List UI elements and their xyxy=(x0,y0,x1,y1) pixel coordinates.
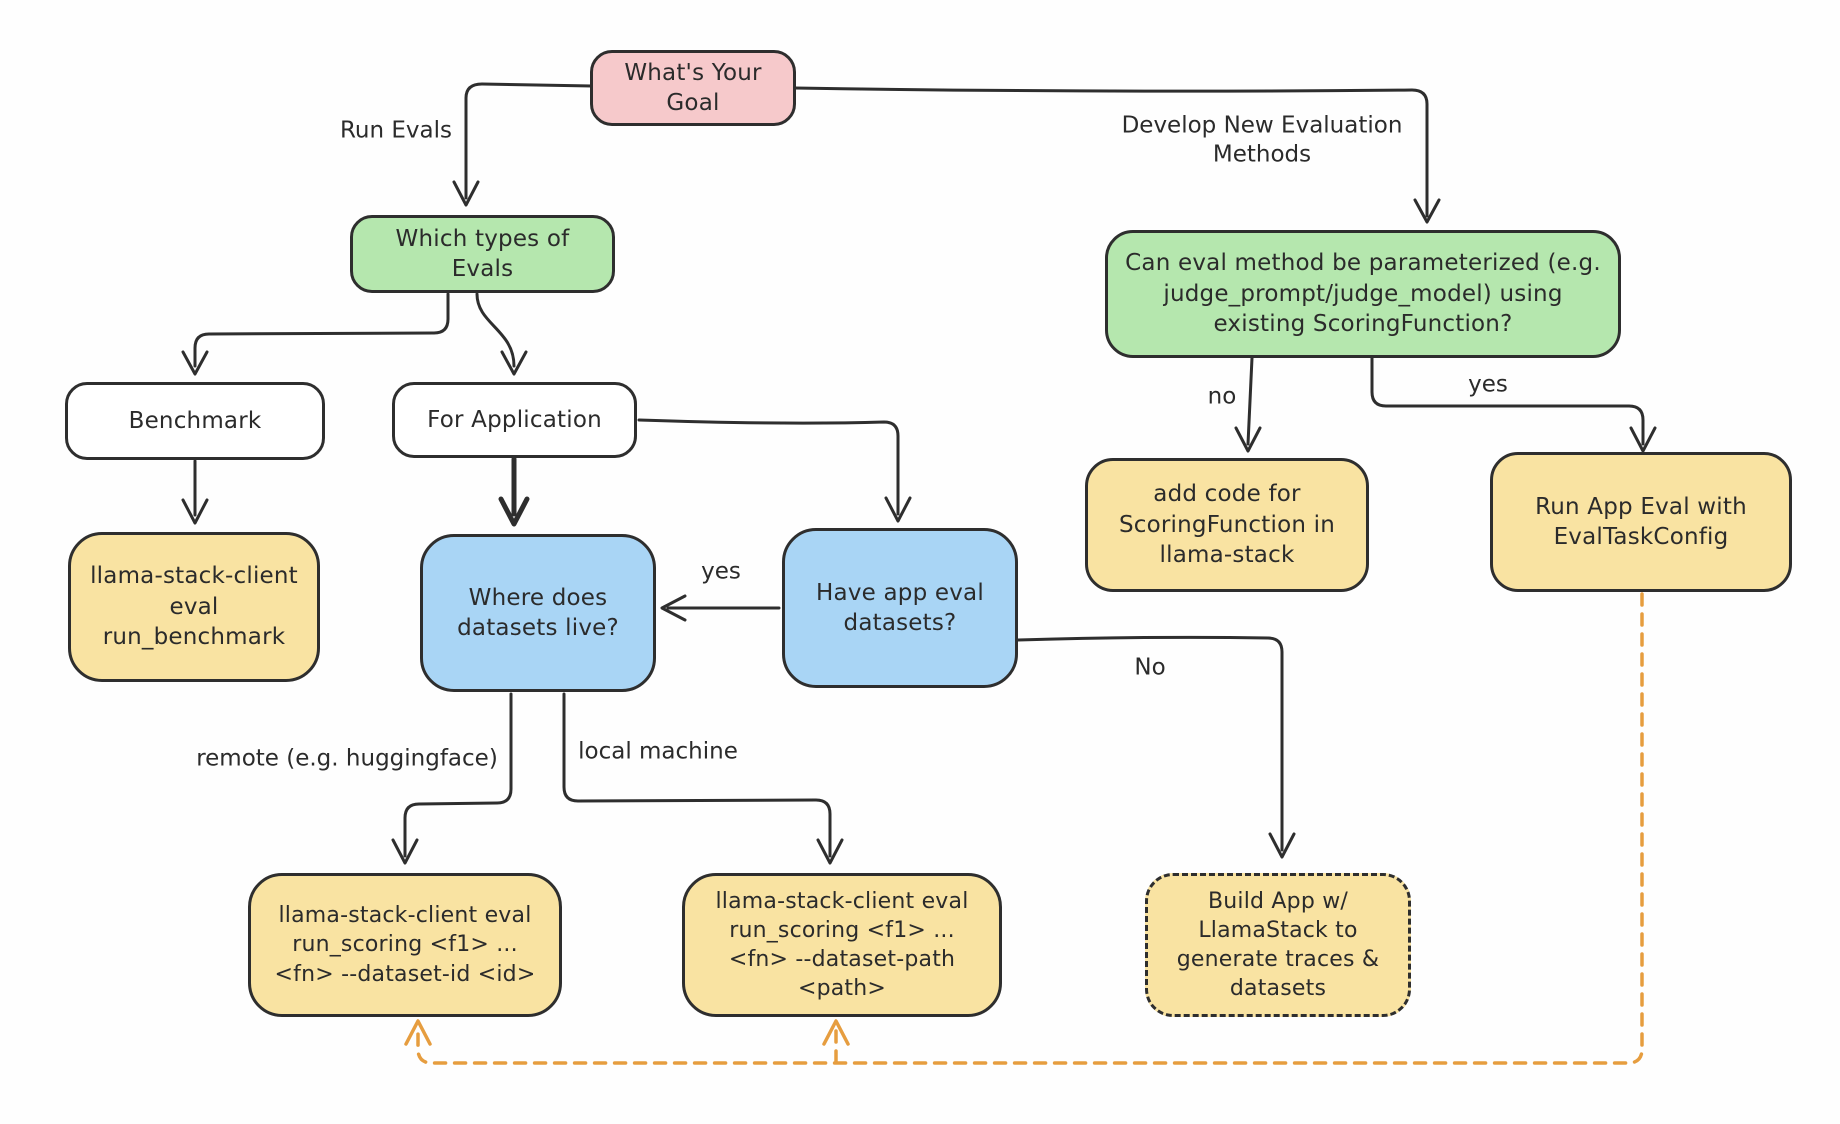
edge-forapp-right xyxy=(639,420,898,514)
edge-label-remote: remote (e.g. huggingface) xyxy=(196,745,498,772)
node-benchmark-label: Benchmark xyxy=(128,407,262,434)
node-run-app-eval-label: Run App Eval with EvalTaskConfig xyxy=(1535,493,1747,550)
edge-label-local: local machine xyxy=(578,738,738,765)
node-which-types-of-evals xyxy=(350,215,615,293)
node-for-application-label: For Application xyxy=(427,406,602,433)
node-whats-your-goal xyxy=(590,50,796,126)
node-benchmark xyxy=(65,382,325,460)
node-have-app-eval-datasets xyxy=(782,528,1018,688)
node-have-app-eval-datasets-label: Have app eval datasets? xyxy=(816,579,984,636)
edge-remote xyxy=(405,694,511,856)
node-run-scoring-dataset-id-label: llama-stack-client eval run_scoring <f1> ... <fn> --dataset-id <id> xyxy=(274,903,536,987)
node-which-types-of-evals-label: Which types of Evals xyxy=(395,225,570,282)
node-build-app-llamastack-label: Build App w/ LlamaStack to generate traces & datasets xyxy=(1176,888,1380,1002)
node-can-eval-parameterized xyxy=(1105,230,1621,358)
edge-run-evals xyxy=(466,84,592,198)
edge-label-develop-new-methods: Develop New Evaluation Methods xyxy=(1121,112,1403,168)
edge-to-benchmark xyxy=(195,294,448,366)
node-add-code-scoringfunction xyxy=(1085,458,1369,592)
node-where-datasets-live-label: Where does datasets live? xyxy=(457,584,619,641)
edge-label-run-evals: Run Evals xyxy=(339,117,453,144)
edge-label-no-mid: No xyxy=(1134,654,1166,681)
node-run-scoring-dataset-path-label: llama-stack-client eval run_scoring <f1> ... <fn> --dataset-path <path> xyxy=(715,888,969,1002)
node-add-code-scoringfunction-label: add code for ScoringFunction in llama-stack xyxy=(1118,481,1336,569)
edge-label-yes-right: yes xyxy=(1468,371,1508,398)
edge-label-yes-mid: yes xyxy=(701,558,741,585)
node-run-scoring-dataset-id xyxy=(248,873,562,1017)
node-build-app-llamastack xyxy=(1145,873,1411,1017)
edge-to-for-application xyxy=(477,294,514,366)
node-where-datasets-live xyxy=(420,534,656,692)
edge-label-no-right: no xyxy=(1207,383,1237,410)
node-run-benchmark-cmd xyxy=(68,532,320,682)
edge-local xyxy=(564,694,830,856)
node-run-benchmark-cmd-label: llama-stack-client eval run_benchmark xyxy=(90,563,298,651)
node-run-app-eval xyxy=(1490,452,1792,592)
node-can-eval-parameterized-label: Can eval method be parameterized (e.g. judge_prompt/judge_model) using existing ScoringFunction? xyxy=(1125,250,1601,338)
node-run-scoring-dataset-path xyxy=(682,873,1002,1017)
node-for-application xyxy=(392,382,637,458)
edge-no-right xyxy=(1248,358,1252,444)
node-whats-your-goal-label: What's Your Goal xyxy=(624,59,762,116)
